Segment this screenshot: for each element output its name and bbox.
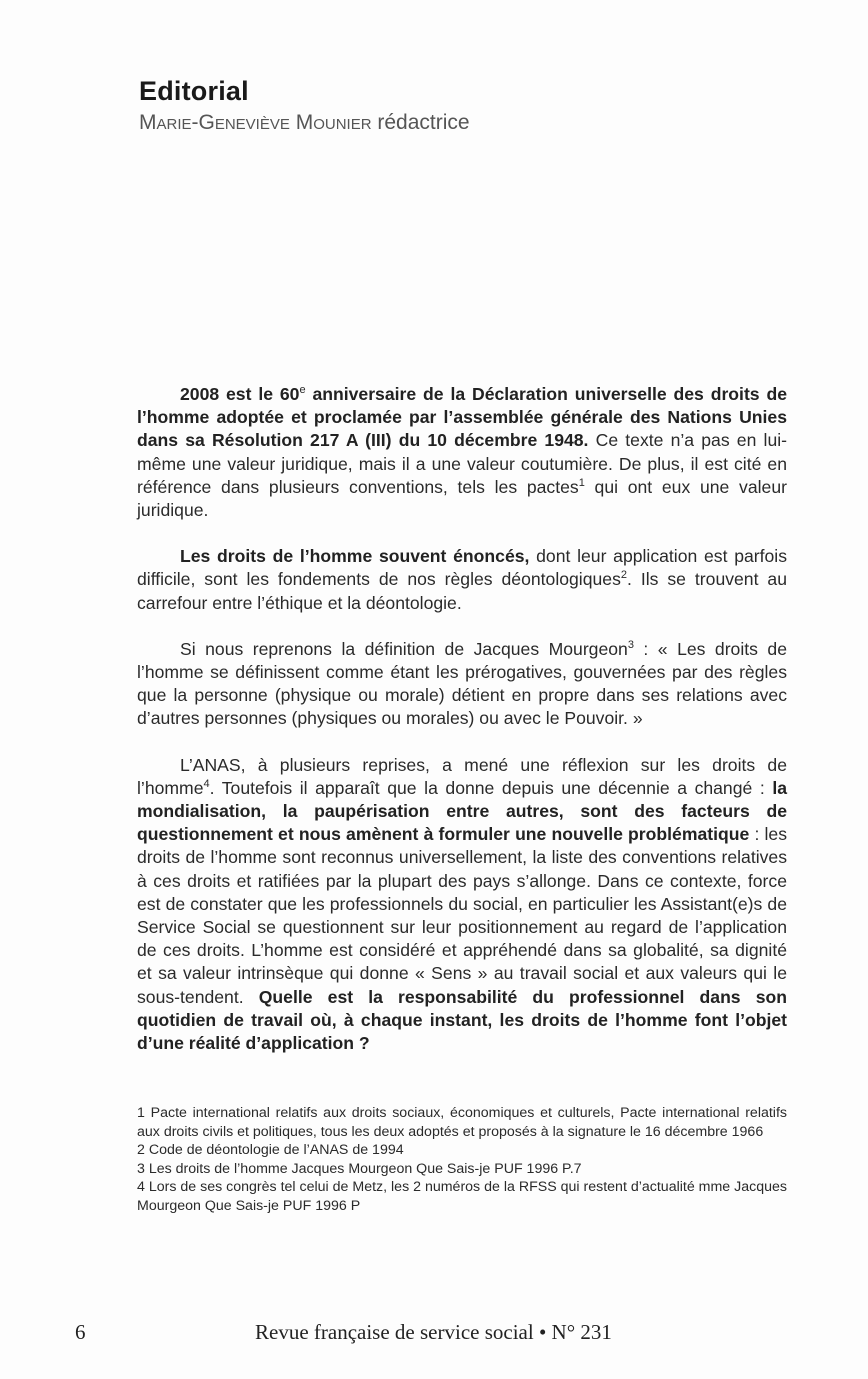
p3-text-a: Si nous reprenons la définition de Jacques Mourgeon <box>180 638 628 659</box>
footnote-ref-3: 3 <box>627 638 634 651</box>
page-number: 6 <box>75 1320 86 1344</box>
author-line <box>139 111 470 135</box>
footnote-ref-1: 1 <box>578 476 585 489</box>
p3-text-b: : « Les droits de l’homme se définissent comme étant les prérogatives, gouvernées par des règles que la personne (physique ou morale) détient en propre dans ses relations avec d’autres personnes (physiques ou morales) ou avec le Pouvoir. » <box>137 638 787 729</box>
paragraph-4 <box>137 754 787 1056</box>
author-role: rédactrice <box>377 111 470 134</box>
paragraph-2 <box>137 545 787 615</box>
footnote-ref-2: 2 <box>620 569 627 582</box>
p2-text-a: dont leur application est parfois difficile, sont les fondements de nos règles déontologiques <box>137 546 787 590</box>
p1-bold-b: anniversaire de la Déclaration universelle des droits de l’homme adoptée et proclamée par l’assemblée générale des Nations Unies dans sa Résolution 217 A (III) du 10 décembre 1948. <box>137 384 788 451</box>
footnote-1: 1 Pacte international relatifs aux droits sociaux, économiques et culturels, Pacte international relatifs aux droits civils et politiques, tous les deux adoptés et proposés à la signature le 16 décembre 1966 <box>137 1105 787 1140</box>
p4-text-c: : les droits de l’homme sont reconnus universellement, la liste des conventions relatives à ces droits et ratifiées par la plupart des pays s’allonge. Dans ce contexte, force est de constater que les professionnels du social, en particulier les Assistant(e)s de Service Social se questionnent sur leur positionnement au regard de l’application de ces droits. L’homme est considéré et appréhendé dans sa globalité, sa dignité et sa valeur intrinsèque qui donne « Sens » au travail social et aux valeurs qui le sous-tendent. <box>137 824 788 1007</box>
page-title: Editorial <box>139 76 249 106</box>
paragraph-3 <box>137 638 787 731</box>
p1-text-b: qui ont eux une valeur juridique. <box>137 476 787 521</box>
footnote-3: 3 Les droits de l’homme Jacques Mourgeon Que Sais-je PUF 1996 P.7 <box>137 1160 582 1177</box>
journal-name: Revue française de service social • N° 231 <box>255 1320 612 1344</box>
p4-text-a: L’ANAS, à plusieurs reprises, a mené une réflexion sur les droits de l’homme <box>137 754 787 798</box>
footnotes <box>137 1104 787 1216</box>
p1-bold-a: 2008 est le 60 <box>180 384 300 404</box>
p4-bold-b: Quelle est la responsabilité du professionnel dans son quotidien de travail où, à chaque instant, les droits de l’homme font l’objet d’une réalité d’application ? <box>137 986 788 1054</box>
p1-sup-e: e <box>299 384 306 397</box>
paragraph-1 <box>137 383 787 522</box>
p2-text-b: . Ils se trouvent au carrefour entre l’éthique et la déontologie. <box>137 569 787 613</box>
p4-bold-a: la mondialisation, la paupérisation entre autres, sont des facteurs de questionnement et nous amènent à formuler une nouvelle problématique <box>137 777 787 845</box>
footnote-2: 2 Code de déontologie de l’ANAS de 1994 <box>137 1142 404 1159</box>
editorial-body <box>137 383 787 1078</box>
p1-text-a: Ce texte n’a pas en lui-même une valeur juridique, mais il a une valeur coutumière. De plus, il est cité en référence dans plusieurs conventions, tels les pactes <box>137 430 788 497</box>
p4-text-b: . Toutefois il apparaît que la donne depuis une décennie a changé : <box>209 777 773 798</box>
p2-bold: Les droits de l’homme souvent énoncés, <box>180 546 530 567</box>
footnote-4: 4 Lors de ses congrès tel celui de Metz, les 2 numéros de la RFSS qui restent d’actualité mme Jacques Mourgeon Que Sais-je PUF 1996 P <box>137 1179 787 1214</box>
author-name: Marie-Geneviève Mounier <box>139 111 372 134</box>
footnote-ref-4: 4 <box>203 777 210 790</box>
